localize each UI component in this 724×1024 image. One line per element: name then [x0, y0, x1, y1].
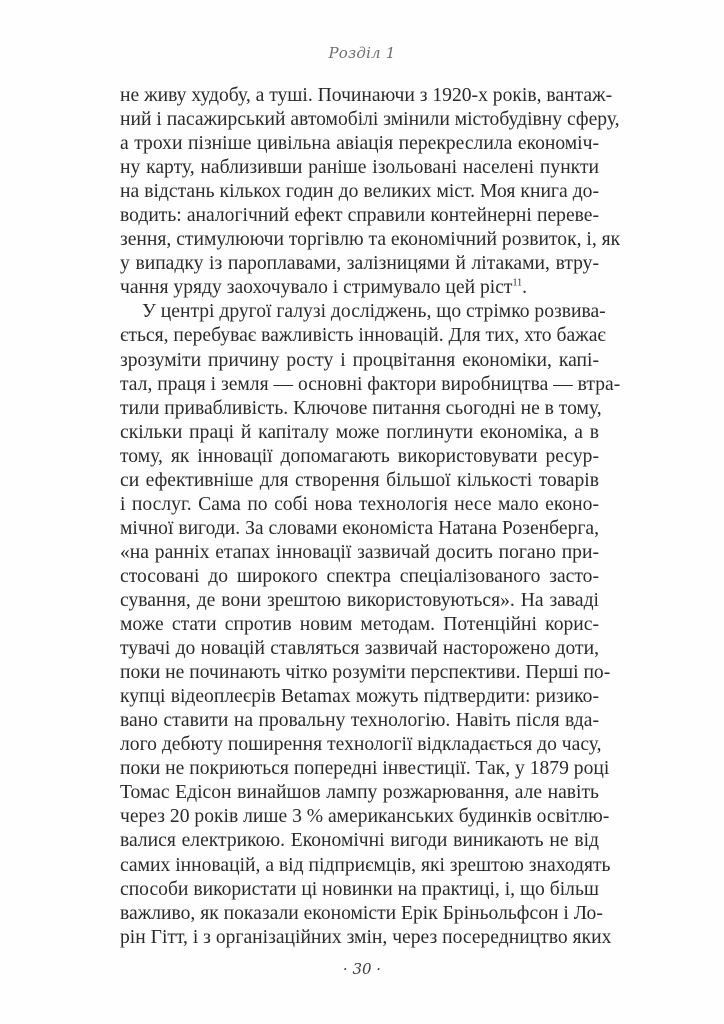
paragraph-1 — [120, 84, 621, 300]
text-line: ється, перебуває важливість інновацій. Для тих, хто бажає — [120, 325, 606, 347]
text-line: скільки праці й капіталу може поглинути економіка, а в — [120, 421, 599, 443]
text-line: не живу худобу, а туші. Починаючи з 1920-х років, вантаж- — [120, 85, 613, 106]
text-line: і послуг. Сама по собі нова технологія несе мало еконо- — [120, 493, 599, 515]
text-line: поки не покриються попередні інвестиції. Так, у 1879 році — [120, 758, 610, 780]
text-line: у випадку із пароплавами, залізницями й літаками, втру- — [120, 253, 599, 275]
text-line: поки не починають чітко розуміти перспективи. Перші по- — [120, 662, 611, 684]
body-text — [120, 84, 621, 950]
text-line: мічної вигоди. За словами економіста Натана Розенберга, — [120, 517, 599, 539]
text-line: ний і пасажирський автомобілі змінили містобудівну сферу, — [120, 109, 620, 131]
text-line: важливо, як показали економісти Ерік Бріньольфсон і Ло- — [120, 902, 603, 924]
text-line-indented: У центрі другої галузі досліджень, що стрімко розвива- — [142, 301, 606, 323]
text-line: може стати спротив новим методам. Потенційні корис- — [120, 614, 599, 636]
paragraph-2 — [120, 300, 621, 949]
text-line: тал, праця і земля — основні фактори виробництва — втра- — [120, 373, 621, 395]
running-head: Розділ 1 — [328, 44, 396, 62]
text-line: водить: аналогічний ефект справили контейнерні переве- — [120, 205, 599, 227]
footnote-reference[interactable]: 11 — [512, 277, 523, 289]
text-line: зення, стимулюючи торгівлю та економічний розвиток, і, як — [120, 229, 621, 251]
text-line: способи використати ці новинки на практиці, і, що більш — [120, 878, 599, 900]
text-line: купці відеоплеєрів Betamax можуть підтвердити: ризико- — [120, 686, 599, 708]
text-line: на відстань кількох годин до великих міст. Моя книга до- — [120, 181, 599, 203]
end-punctuation: . — [522, 277, 528, 299]
text-line-content: чання уряду заохочувало і стримувало цей ріст — [120, 277, 513, 299]
page-number: · 30 · — [342, 960, 382, 978]
text-line: зрозуміти причину росту і процвітання економіки, капі- — [120, 349, 599, 371]
text-line: «на ранніх етапах інновації зазвичай досить погано при- — [120, 541, 599, 563]
text-line: стосовані до широкого спектра спеціалізованого засто- — [120, 565, 599, 587]
text-line: си ефективніше для створення більшої кількості товарів — [120, 469, 599, 491]
text-line: лого дебюту поширення технології відкладається до часу, — [120, 734, 602, 756]
text-line: сування, де вони зрештою використовуються». На заваді — [120, 589, 599, 611]
text-line: рін Гітт, і з організаційних змін, через посередництво яких — [120, 926, 612, 948]
text-line: вано ставити на провальну технологію. Навіть після вда- — [120, 710, 599, 732]
text-line: тому, як інновації допомагають використовувати ресур- — [120, 445, 599, 467]
text-line: тувачі до новацій ставляться зазвичай насторожено доти, — [120, 638, 599, 660]
text-line: самих інновацій, а від підприємців, які зрештою знаходять — [120, 854, 611, 876]
text-line: валися електрикою. Економічні вигоди виникають не від — [120, 830, 599, 852]
text-line: тили привабливість. Ключове питання сьогодні не в тому, — [120, 397, 602, 419]
text-line: а трохи пізніше цивільна авіація перекреслила економіч- — [120, 133, 599, 155]
text-line: через 20 років лише 3 % американських будинків освітлю- — [120, 806, 610, 828]
text-line: ну карту, наблизивши раніше ізольовані населені пункти — [120, 157, 599, 179]
text-line: Томас Едісон винайшов лампу розжарювання, але навіть — [120, 782, 599, 804]
text-line-last — [120, 276, 599, 300]
